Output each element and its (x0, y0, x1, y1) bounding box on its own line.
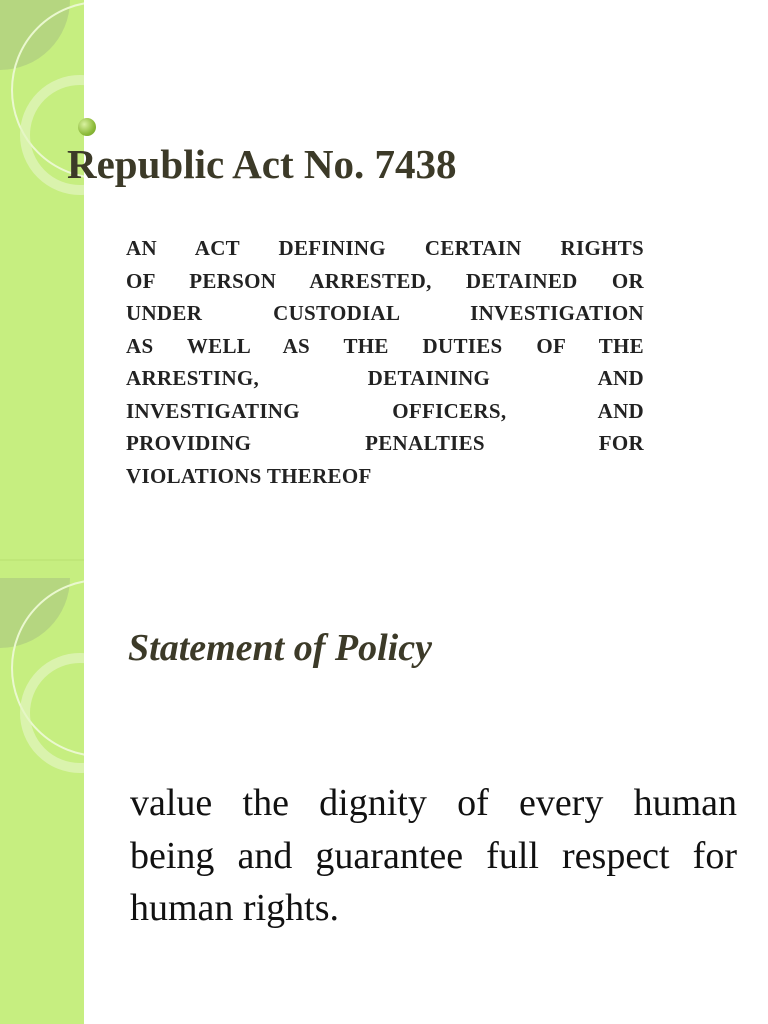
act-line: AN ACT DEFINING CERTAIN RIGHTS (126, 236, 644, 260)
act-line: INVESTIGATING OFFICERS, AND (126, 398, 644, 423)
policy-line: human rights. (130, 887, 339, 929)
policy-line: value the dignity of every human (130, 782, 737, 824)
act-line: ARRESTING, DETAINING AND (126, 366, 644, 390)
policy-text (130, 777, 737, 935)
slide-title: Republic Act No. 7438 (67, 141, 457, 187)
green-bullet-icon (78, 118, 96, 136)
policy-line: being and guarantee full respect for (130, 834, 737, 877)
act-description (126, 232, 644, 492)
act-line: OF PERSON ARRESTED, DETAINED OR (126, 268, 644, 293)
act-line: AS WELL AS THE DUTIES OF THE (126, 333, 644, 358)
act-line: VIOLATIONS THEREOF (126, 463, 372, 488)
section-heading: Statement of Policy (128, 627, 432, 669)
act-line: UNDER CUSTODIAL INVESTIGATION (126, 301, 644, 325)
act-line: PROVIDING PENALTIES FOR (126, 431, 644, 455)
